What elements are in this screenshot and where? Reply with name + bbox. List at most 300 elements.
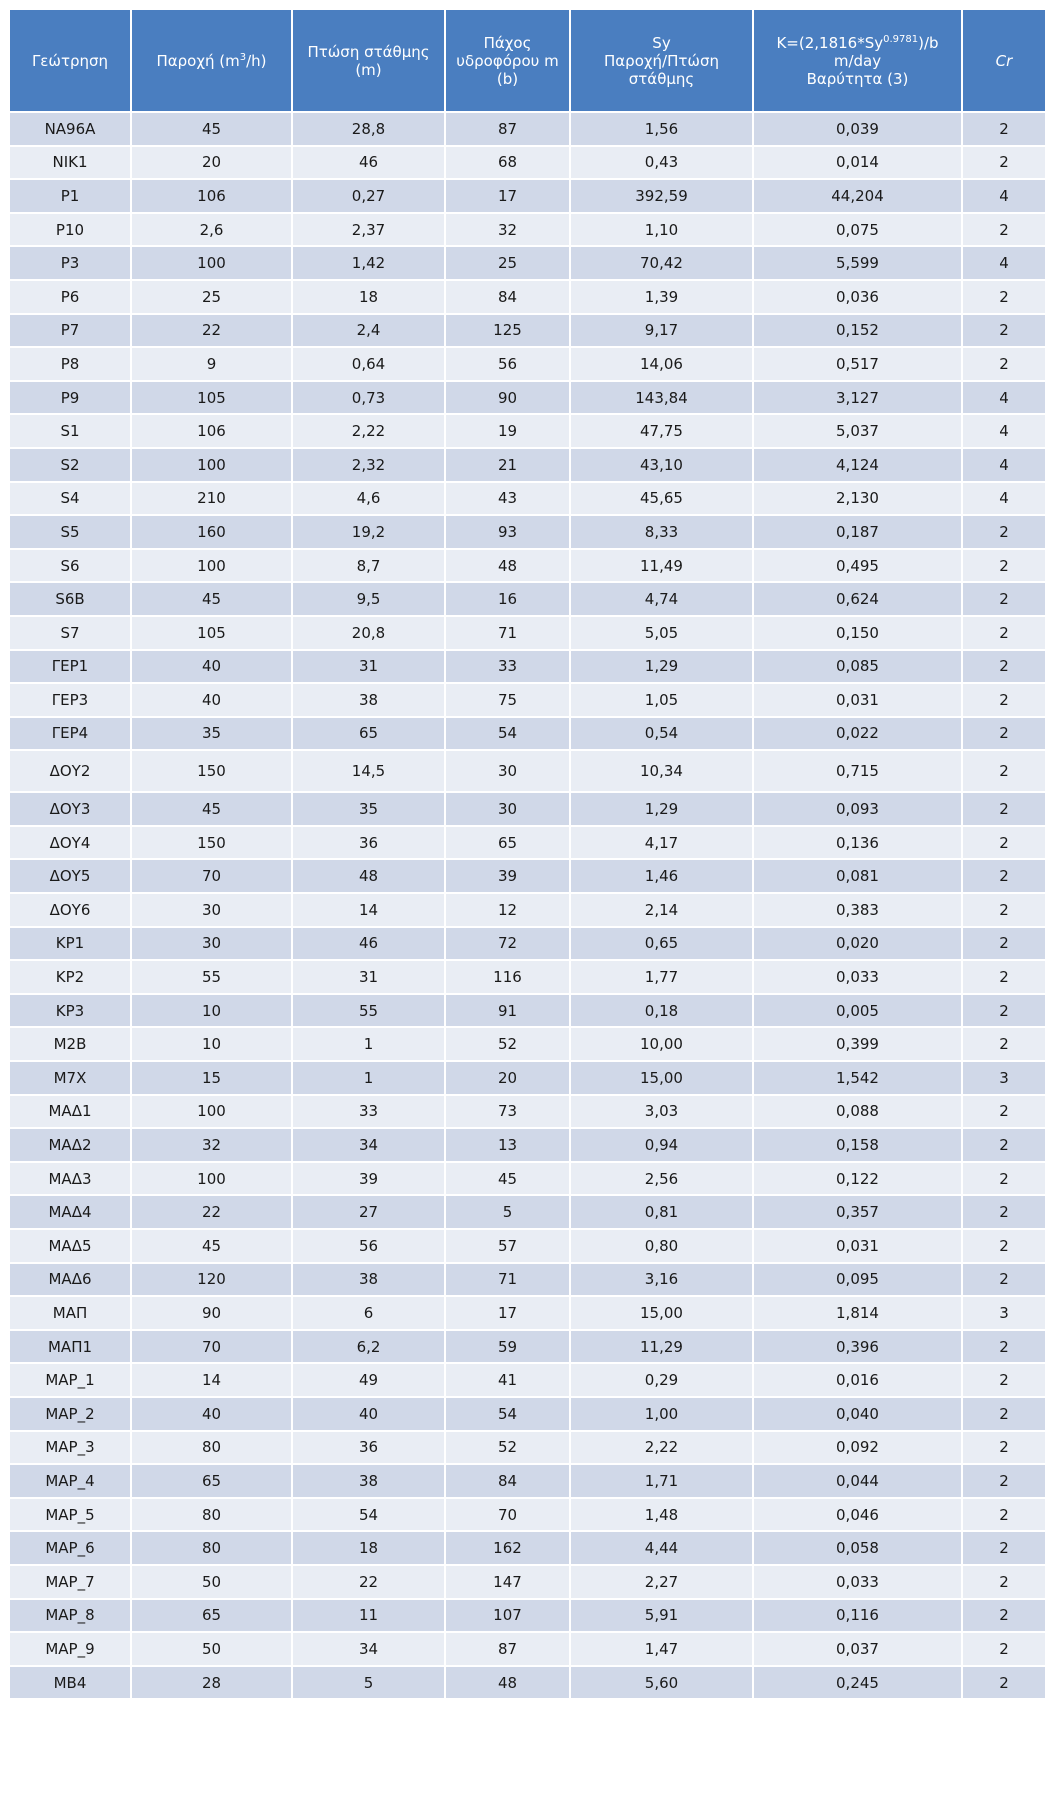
table-row <box>9 179 1046 213</box>
cell-k: 0,005 <box>753 994 962 1028</box>
cell-well: MAΔ3 <box>9 1162 131 1196</box>
cell-sy: 0,94 <box>570 1128 753 1162</box>
cell-thickness: 116 <box>445 960 570 994</box>
cell-discharge: 25 <box>131 280 292 314</box>
table-row <box>9 314 1046 348</box>
cell-well: ΔΟΥ5 <box>9 859 131 893</box>
cell-thickness: 71 <box>445 1263 570 1297</box>
cell-k: 0,014 <box>753 146 962 180</box>
cell-sy: 4,44 <box>570 1531 753 1565</box>
table-body <box>9 112 1046 1699</box>
cell-drawdown: 1 <box>292 1061 445 1095</box>
cell-discharge: 55 <box>131 960 292 994</box>
cell-sy: 43,10 <box>570 448 753 482</box>
header-sy <box>570 9 753 112</box>
cell-discharge: 35 <box>131 717 292 751</box>
cell-cr: 2 <box>962 347 1046 381</box>
cell-thickness: 52 <box>445 1027 570 1061</box>
table-row <box>9 1599 1046 1633</box>
cell-k: 0,016 <box>753 1363 962 1397</box>
cell-sy: 1,71 <box>570 1464 753 1498</box>
cell-thickness: 52 <box>445 1431 570 1465</box>
table-row <box>9 1095 1046 1129</box>
cell-thickness: 91 <box>445 994 570 1028</box>
cell-drawdown: 54 <box>292 1498 445 1532</box>
cell-sy: 3,03 <box>570 1095 753 1129</box>
cell-sy: 1,46 <box>570 859 753 893</box>
table-header <box>9 9 1046 112</box>
cell-well: MAΔ2 <box>9 1128 131 1162</box>
cell-sy: 1,77 <box>570 960 753 994</box>
cell-sy: 70,42 <box>570 246 753 280</box>
cell-k: 0,046 <box>753 1498 962 1532</box>
header-cr <box>962 9 1046 112</box>
cell-well: S1 <box>9 414 131 448</box>
cell-cr: 2 <box>962 582 1046 616</box>
cell-drawdown: 1 <box>292 1027 445 1061</box>
header-cr-label: Cr <box>995 51 1013 70</box>
header-k-line3: Βαρύτητα (3) <box>806 69 909 88</box>
cell-well: S6B <box>9 582 131 616</box>
cell-discharge: 45 <box>131 582 292 616</box>
cell-sy: 11,49 <box>570 549 753 583</box>
cell-drawdown: 8,7 <box>292 549 445 583</box>
cell-cr: 2 <box>962 1498 1046 1532</box>
cell-sy: 8,33 <box>570 515 753 549</box>
cell-k: 0,020 <box>753 927 962 961</box>
cell-discharge: 9 <box>131 347 292 381</box>
cell-thickness: 20 <box>445 1061 570 1095</box>
cell-discharge: 100 <box>131 448 292 482</box>
cell-thickness: 17 <box>445 1296 570 1330</box>
table-row <box>9 1397 1046 1431</box>
cell-sy: 5,05 <box>570 616 753 650</box>
cell-k: 0,033 <box>753 960 962 994</box>
table-row <box>9 1195 1046 1229</box>
cell-discharge: 80 <box>131 1531 292 1565</box>
cell-k: 0,095 <box>753 1263 962 1297</box>
cell-sy: 1,48 <box>570 1498 753 1532</box>
table-row <box>9 1464 1046 1498</box>
header-k-line2: m/day <box>833 51 882 70</box>
cell-k: 1,814 <box>753 1296 962 1330</box>
cell-k: 0,037 <box>753 1632 962 1666</box>
cell-thickness: 13 <box>445 1128 570 1162</box>
cell-discharge: 14 <box>131 1363 292 1397</box>
cell-thickness: 43 <box>445 482 570 516</box>
cell-well: P9 <box>9 381 131 415</box>
cell-k: 0,495 <box>753 549 962 583</box>
cell-well: S2 <box>9 448 131 482</box>
cell-drawdown: 22 <box>292 1565 445 1599</box>
cell-cr: 2 <box>962 960 1046 994</box>
cell-k: 0,158 <box>753 1128 962 1162</box>
cell-drawdown: 40 <box>292 1397 445 1431</box>
hydraulic-conductivity-table <box>8 8 1047 1700</box>
table-row <box>9 448 1046 482</box>
cell-k: 4,124 <box>753 448 962 482</box>
cell-cr: 2 <box>962 1531 1046 1565</box>
cell-thickness: 19 <box>445 414 570 448</box>
cell-thickness: 48 <box>445 1666 570 1700</box>
cell-sy: 1,39 <box>570 280 753 314</box>
cell-cr: 2 <box>962 927 1046 961</box>
cell-sy: 0,18 <box>570 994 753 1028</box>
cell-sy: 15,00 <box>570 1061 753 1095</box>
cell-sy: 11,29 <box>570 1330 753 1364</box>
cell-k: 1,542 <box>753 1061 962 1095</box>
cell-drawdown: 0,27 <box>292 179 445 213</box>
cell-drawdown: 35 <box>292 792 445 826</box>
cell-cr: 2 <box>962 1666 1046 1700</box>
cell-sy: 1,10 <box>570 213 753 247</box>
cell-thickness: 73 <box>445 1095 570 1129</box>
cell-discharge: 80 <box>131 1498 292 1532</box>
cell-k: 0,044 <box>753 1464 962 1498</box>
cell-discharge: 30 <box>131 893 292 927</box>
cell-thickness: 30 <box>445 792 570 826</box>
cell-sy: 10,00 <box>570 1027 753 1061</box>
cell-discharge: 40 <box>131 1397 292 1431</box>
cell-sy: 0,54 <box>570 717 753 751</box>
cell-sy: 45,65 <box>570 482 753 516</box>
header-discharge-tail: /h) <box>246 51 267 70</box>
header-sy-line1: Sy <box>652 33 671 52</box>
cell-cr: 2 <box>962 1464 1046 1498</box>
cell-drawdown: 31 <box>292 960 445 994</box>
table-row <box>9 482 1046 516</box>
cell-well: MAP_2 <box>9 1397 131 1431</box>
cell-thickness: 39 <box>445 859 570 893</box>
cell-well: MAΔ6 <box>9 1263 131 1297</box>
cell-discharge: 106 <box>131 414 292 448</box>
cell-k: 0,383 <box>753 893 962 927</box>
table-row <box>9 112 1046 146</box>
cell-thickness: 21 <box>445 448 570 482</box>
header-sy-line2: Παροχή/Πτώση στάθμης <box>604 51 719 88</box>
header-thickness <box>445 9 570 112</box>
cell-well: ΓΕΡ1 <box>9 650 131 684</box>
table-row <box>9 1565 1046 1599</box>
cell-k: 5,599 <box>753 246 962 280</box>
cell-cr: 2 <box>962 1095 1046 1129</box>
cell-k: 0,122 <box>753 1162 962 1196</box>
cell-cr: 2 <box>962 1195 1046 1229</box>
table-row <box>9 414 1046 448</box>
cell-cr: 2 <box>962 1229 1046 1263</box>
table-row <box>9 616 1046 650</box>
cell-thickness: 25 <box>445 246 570 280</box>
table-row <box>9 893 1046 927</box>
cell-k: 0,022 <box>753 717 962 751</box>
table-row <box>9 717 1046 751</box>
cell-well: MAP_3 <box>9 1431 131 1465</box>
cell-well: MAΠ1 <box>9 1330 131 1364</box>
cell-sy: 10,34 <box>570 750 753 792</box>
cell-cr: 4 <box>962 246 1046 280</box>
cell-cr: 2 <box>962 1027 1046 1061</box>
table-row <box>9 1296 1046 1330</box>
header-k-line1: K=(2,1816*Sy <box>776 33 884 52</box>
cell-discharge: 100 <box>131 246 292 280</box>
cell-sy: 14,06 <box>570 347 753 381</box>
cell-thickness: 84 <box>445 280 570 314</box>
cell-sy: 1,56 <box>570 112 753 146</box>
cell-thickness: 5 <box>445 1195 570 1229</box>
cell-thickness: 48 <box>445 549 570 583</box>
cell-sy: 1,05 <box>570 683 753 717</box>
cell-cr: 2 <box>962 792 1046 826</box>
cell-drawdown: 18 <box>292 280 445 314</box>
cell-thickness: 162 <box>445 1531 570 1565</box>
cell-cr: 4 <box>962 448 1046 482</box>
cell-k: 0,036 <box>753 280 962 314</box>
cell-k: 0,152 <box>753 314 962 348</box>
header-thickness-label: Πάχος υδροφόρου m (b) <box>456 33 559 88</box>
cell-discharge: 70 <box>131 859 292 893</box>
table-row <box>9 1498 1046 1532</box>
cell-well: S5 <box>9 515 131 549</box>
cell-sy: 0,29 <box>570 1363 753 1397</box>
cell-k: 5,037 <box>753 414 962 448</box>
cell-discharge: 32 <box>131 1128 292 1162</box>
table-row <box>9 1128 1046 1162</box>
cell-cr: 2 <box>962 1263 1046 1297</box>
cell-k: 0,033 <box>753 1565 962 1599</box>
cell-sy: 47,75 <box>570 414 753 448</box>
cell-k: 0,624 <box>753 582 962 616</box>
cell-cr: 2 <box>962 717 1046 751</box>
table-row <box>9 1531 1046 1565</box>
header-k-line1-tail: )/b <box>918 33 939 52</box>
cell-discharge: 45 <box>131 1229 292 1263</box>
header-discharge-label: Παροχή (m <box>156 51 240 70</box>
cell-drawdown: 34 <box>292 1632 445 1666</box>
cell-cr: 3 <box>962 1061 1046 1095</box>
table-row <box>9 1229 1046 1263</box>
cell-drawdown: 2,4 <box>292 314 445 348</box>
cell-sy: 0,81 <box>570 1195 753 1229</box>
cell-well: P7 <box>9 314 131 348</box>
cell-well: ΔΟΥ4 <box>9 826 131 860</box>
cell-discharge: 2,6 <box>131 213 292 247</box>
table-row <box>9 1363 1046 1397</box>
cell-k: 3,127 <box>753 381 962 415</box>
cell-sy: 2,14 <box>570 893 753 927</box>
cell-discharge: 65 <box>131 1464 292 1498</box>
cell-k: 0,517 <box>753 347 962 381</box>
cell-discharge: 100 <box>131 1162 292 1196</box>
cell-k: 0,150 <box>753 616 962 650</box>
table-row <box>9 1330 1046 1364</box>
cell-cr: 2 <box>962 616 1046 650</box>
cell-thickness: 87 <box>445 112 570 146</box>
cell-well: NA96A <box>9 112 131 146</box>
cell-sy: 2,56 <box>570 1162 753 1196</box>
cell-cr: 2 <box>962 549 1046 583</box>
cell-well: KP3 <box>9 994 131 1028</box>
cell-discharge: 50 <box>131 1632 292 1666</box>
cell-drawdown: 11 <box>292 1599 445 1633</box>
cell-cr: 2 <box>962 146 1046 180</box>
cell-k: 0,088 <box>753 1095 962 1129</box>
cell-discharge: 10 <box>131 994 292 1028</box>
cell-k: 0,075 <box>753 213 962 247</box>
cell-drawdown: 5 <box>292 1666 445 1700</box>
cell-sy: 1,29 <box>570 650 753 684</box>
cell-drawdown: 65 <box>292 717 445 751</box>
cell-cr: 2 <box>962 1128 1046 1162</box>
cell-cr: 2 <box>962 515 1046 549</box>
cell-drawdown: 6 <box>292 1296 445 1330</box>
header-discharge <box>131 9 292 112</box>
header-k-sup: 0.9781 <box>883 33 919 45</box>
cell-sy: 392,59 <box>570 179 753 213</box>
cell-drawdown: 33 <box>292 1095 445 1129</box>
cell-cr: 2 <box>962 750 1046 792</box>
cell-drawdown: 6,2 <box>292 1330 445 1364</box>
table-row <box>9 280 1046 314</box>
cell-well: MAΔ1 <box>9 1095 131 1129</box>
cell-discharge: 45 <box>131 112 292 146</box>
cell-well: MAP_4 <box>9 1464 131 1498</box>
cell-k: 0,092 <box>753 1431 962 1465</box>
header-drawdown <box>292 9 445 112</box>
cell-well: MAP_5 <box>9 1498 131 1532</box>
cell-cr: 2 <box>962 893 1046 927</box>
cell-discharge: 30 <box>131 927 292 961</box>
cell-k: 0,245 <box>753 1666 962 1700</box>
cell-k: 0,081 <box>753 859 962 893</box>
table-row <box>9 1263 1046 1297</box>
cell-drawdown: 49 <box>292 1363 445 1397</box>
cell-discharge: 150 <box>131 826 292 860</box>
cell-k: 0,116 <box>753 1599 962 1633</box>
table-row <box>9 549 1046 583</box>
cell-drawdown: 48 <box>292 859 445 893</box>
cell-k: 2,130 <box>753 482 962 516</box>
cell-k: 0,357 <box>753 1195 962 1229</box>
table-row <box>9 146 1046 180</box>
cell-discharge: 105 <box>131 381 292 415</box>
cell-sy: 4,17 <box>570 826 753 860</box>
table-row <box>9 1162 1046 1196</box>
cell-discharge: 105 <box>131 616 292 650</box>
table-row <box>9 826 1046 860</box>
table-row <box>9 650 1046 684</box>
cell-sy: 0,43 <box>570 146 753 180</box>
table-row <box>9 927 1046 961</box>
cell-cr: 2 <box>962 683 1046 717</box>
cell-cr: 2 <box>962 1363 1046 1397</box>
cell-k: 0,715 <box>753 750 962 792</box>
cell-cr: 2 <box>962 112 1046 146</box>
cell-drawdown: 46 <box>292 146 445 180</box>
cell-thickness: 56 <box>445 347 570 381</box>
cell-well: MAP_6 <box>9 1531 131 1565</box>
cell-cr: 4 <box>962 179 1046 213</box>
cell-well: S6 <box>9 549 131 583</box>
cell-thickness: 90 <box>445 381 570 415</box>
cell-cr: 2 <box>962 1599 1046 1633</box>
cell-discharge: 100 <box>131 1095 292 1129</box>
cell-well: ΔΟΥ6 <box>9 893 131 927</box>
cell-well: MAΠ <box>9 1296 131 1330</box>
cell-thickness: 93 <box>445 515 570 549</box>
cell-cr: 2 <box>962 1397 1046 1431</box>
header-row <box>9 9 1046 112</box>
table-row <box>9 1027 1046 1061</box>
cell-well: NIK1 <box>9 146 131 180</box>
cell-k: 0,093 <box>753 792 962 826</box>
cell-thickness: 71 <box>445 616 570 650</box>
cell-sy: 2,27 <box>570 1565 753 1599</box>
cell-cr: 3 <box>962 1296 1046 1330</box>
cell-cr: 2 <box>962 213 1046 247</box>
cell-discharge: 40 <box>131 650 292 684</box>
cell-drawdown: 2,22 <box>292 414 445 448</box>
cell-thickness: 45 <box>445 1162 570 1196</box>
cell-well: M7X <box>9 1061 131 1095</box>
cell-well: ΓΕΡ3 <box>9 683 131 717</box>
cell-drawdown: 19,2 <box>292 515 445 549</box>
cell-sy: 2,22 <box>570 1431 753 1465</box>
cell-discharge: 90 <box>131 1296 292 1330</box>
cell-cr: 2 <box>962 314 1046 348</box>
cell-k: 0,040 <box>753 1397 962 1431</box>
cell-drawdown: 1,42 <box>292 246 445 280</box>
cell-discharge: 45 <box>131 792 292 826</box>
cell-thickness: 147 <box>445 1565 570 1599</box>
data-table-container <box>8 8 1013 1700</box>
cell-cr: 2 <box>962 859 1046 893</box>
cell-well: M2B <box>9 1027 131 1061</box>
table-row <box>9 515 1046 549</box>
table-row <box>9 347 1046 381</box>
cell-drawdown: 18 <box>292 1531 445 1565</box>
cell-discharge: 15 <box>131 1061 292 1095</box>
cell-well: MAP_7 <box>9 1565 131 1599</box>
cell-discharge: 40 <box>131 683 292 717</box>
table-row <box>9 750 1046 792</box>
cell-drawdown: 36 <box>292 826 445 860</box>
table-row <box>9 792 1046 826</box>
cell-well: MAΔ5 <box>9 1229 131 1263</box>
cell-drawdown: 2,32 <box>292 448 445 482</box>
cell-well: S4 <box>9 482 131 516</box>
cell-thickness: 84 <box>445 1464 570 1498</box>
table-row <box>9 1431 1046 1465</box>
cell-drawdown: 14 <box>292 893 445 927</box>
cell-drawdown: 2,37 <box>292 213 445 247</box>
cell-k: 0,399 <box>753 1027 962 1061</box>
cell-thickness: 30 <box>445 750 570 792</box>
cell-sy: 5,91 <box>570 1599 753 1633</box>
cell-discharge: 106 <box>131 179 292 213</box>
cell-sy: 1,29 <box>570 792 753 826</box>
cell-thickness: 33 <box>445 650 570 684</box>
cell-drawdown: 9,5 <box>292 582 445 616</box>
cell-well: MAP_1 <box>9 1363 131 1397</box>
cell-cr: 2 <box>962 1632 1046 1666</box>
cell-sy: 143,84 <box>570 381 753 415</box>
cell-thickness: 54 <box>445 1397 570 1431</box>
cell-thickness: 57 <box>445 1229 570 1263</box>
header-discharge-sup: 3 <box>239 51 247 63</box>
cell-sy: 3,16 <box>570 1263 753 1297</box>
table-row <box>9 859 1046 893</box>
cell-discharge: 65 <box>131 1599 292 1633</box>
